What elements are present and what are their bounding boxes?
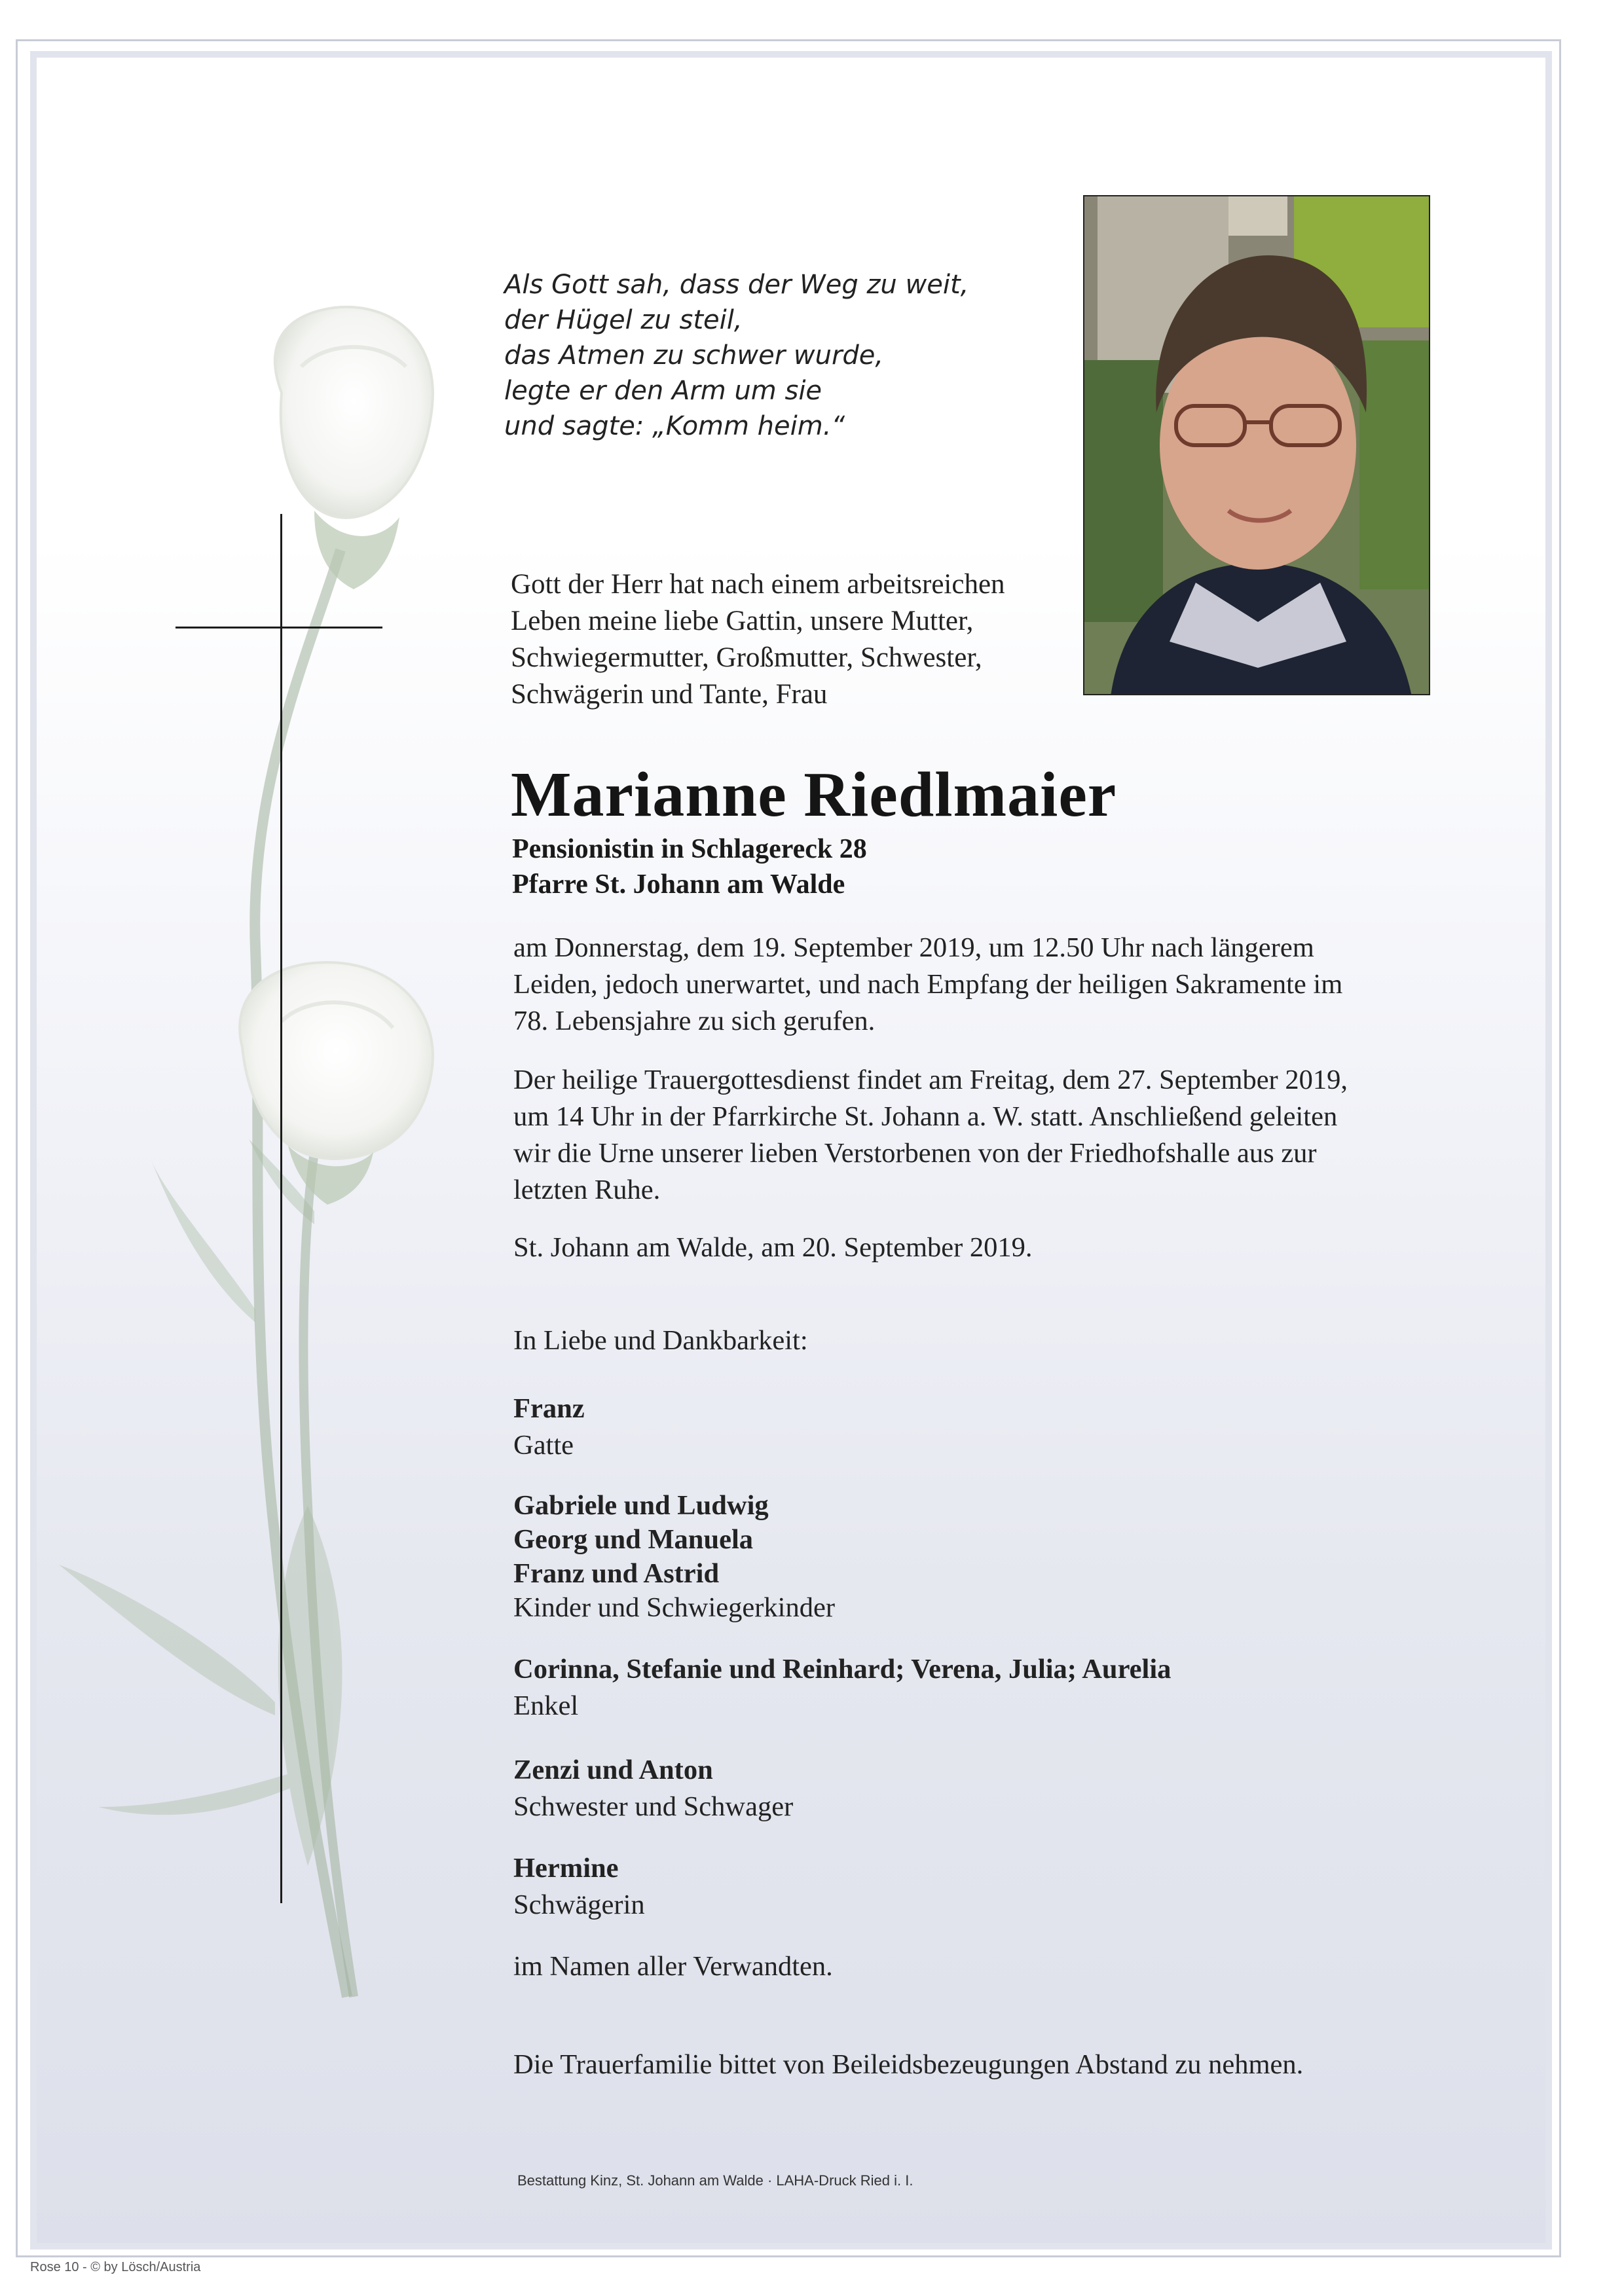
mourner-relation: Kinder und Schwiegerkinder: [513, 1592, 835, 1623]
deceased-occupation-address: Pensionistin in Schlagereck 28: [512, 834, 867, 864]
mourner-relation: Gatte: [513, 1430, 574, 1461]
gratitude: [513, 1322, 808, 1359]
mourner-group-siblings: [513, 1752, 793, 1825]
mourner-name: Franz und Astrid: [513, 1558, 720, 1589]
place-date: [513, 1230, 1033, 1266]
mourner-relation: Schwester und Schwager: [513, 1791, 794, 1822]
mourner-relation: Schwägerin: [513, 1889, 645, 1920]
intro-line: Schwägerin und Tante, Frau: [511, 679, 828, 710]
deceased-details: [512, 831, 867, 902]
mourner-name: Hermine: [513, 1853, 619, 1884]
death-notice: [513, 930, 1342, 1040]
mourner-name: Corinna, Stefanie und Reinhard; Verena, Julia; Aurelia: [513, 1654, 1172, 1685]
poem-line: der Hügel zu steil,: [504, 305, 743, 335]
mourner-name: Franz: [513, 1393, 585, 1424]
intro-line: Gott der Herr hat nach einem arbeitsreichen: [511, 569, 1005, 600]
poem-line: Als Gott sah, dass der Weg zu weit,: [504, 270, 969, 300]
mourner-name: Gabriele und Ludwig: [513, 1490, 769, 1521]
poem-line: und sagte: „Komm heim.“: [504, 411, 845, 441]
death-notice-line: 78. Lebensjahre zu sich gerufen.: [513, 1006, 876, 1036]
portrait-photo: [1083, 195, 1430, 695]
funeral-notice-line: wir die Urne unserer lieben Verstorbenen von der Friedhofshalle aus zur: [513, 1138, 1317, 1169]
poem-line: legte er den Arm um sie: [504, 376, 822, 406]
mourner-group-inlaw: [513, 1850, 645, 1923]
relatives-line: [513, 1948, 833, 1985]
deceased-parish: Pfarre St. Johann am Walde: [512, 869, 845, 900]
mourner-name: Zenzi und Anton: [513, 1755, 713, 1785]
death-notice-line: Leiden, jedoch unerwartet, und nach Empfang der heiligen Sakramente im: [513, 969, 1343, 1000]
deceased-name: Marianne Riedlmaier: [511, 759, 1117, 830]
closing-text: Die Trauerfamilie bittet von Beileidsbezeugungen Abstand zu nehmen.: [513, 2049, 1304, 2080]
leaves: [59, 1139, 342, 1866]
upper-rose-flower: [275, 307, 433, 589]
poem: [504, 267, 969, 444]
cross-horizontal-bar: [175, 627, 382, 629]
mourner-name: Georg und Manuela: [513, 1524, 754, 1555]
mourner-group-children: [513, 1489, 835, 1625]
mourner-relation: Enkel: [513, 1690, 579, 1721]
template-credit: Rose 10 - © by Lösch/Austria: [30, 2260, 201, 2274]
funeral-notice-line: letzten Ruhe.: [513, 1175, 661, 1205]
closing-line: [513, 2047, 1303, 2083]
funeral-notice: [513, 1062, 1348, 1209]
place-date-text: St. Johann am Walde, am 20. September 2019.: [513, 1232, 1033, 1263]
cross-vertical-bar: [280, 514, 282, 1903]
mourner-group-spouse: [513, 1391, 585, 1464]
death-notice-line: am Donnerstag, dem 19. September 2019, um 12.50 Uhr nach längerem: [513, 932, 1314, 963]
intro-line: Schwiegermutter, Großmutter, Schwester,: [511, 642, 982, 673]
funeral-notice-line: Der heilige Trauergottesdienst findet am Freitag, dem 27. September 2019,: [513, 1065, 1348, 1095]
gratitude-text: In Liebe und Dankbarkeit:: [513, 1325, 808, 1356]
intro-line: Leben meine liebe Gattin, unsere Mutter,: [511, 606, 974, 636]
printer-imprint: Bestattung Kinz, St. Johann am Walde · LAHA-Druck Ried i. I.: [517, 2172, 913, 2189]
mourner-group-grandchildren: [513, 1651, 1171, 1724]
relatives-text: im Namen aller Verwandten.: [513, 1951, 833, 1982]
intro-text: [511, 566, 1005, 713]
poem-line: das Atmen zu schwer wurde,: [504, 340, 884, 371]
funeral-notice-line: um 14 Uhr in der Pfarrkirche St. Johann a. W. statt. Anschließend geleiten: [513, 1101, 1338, 1132]
